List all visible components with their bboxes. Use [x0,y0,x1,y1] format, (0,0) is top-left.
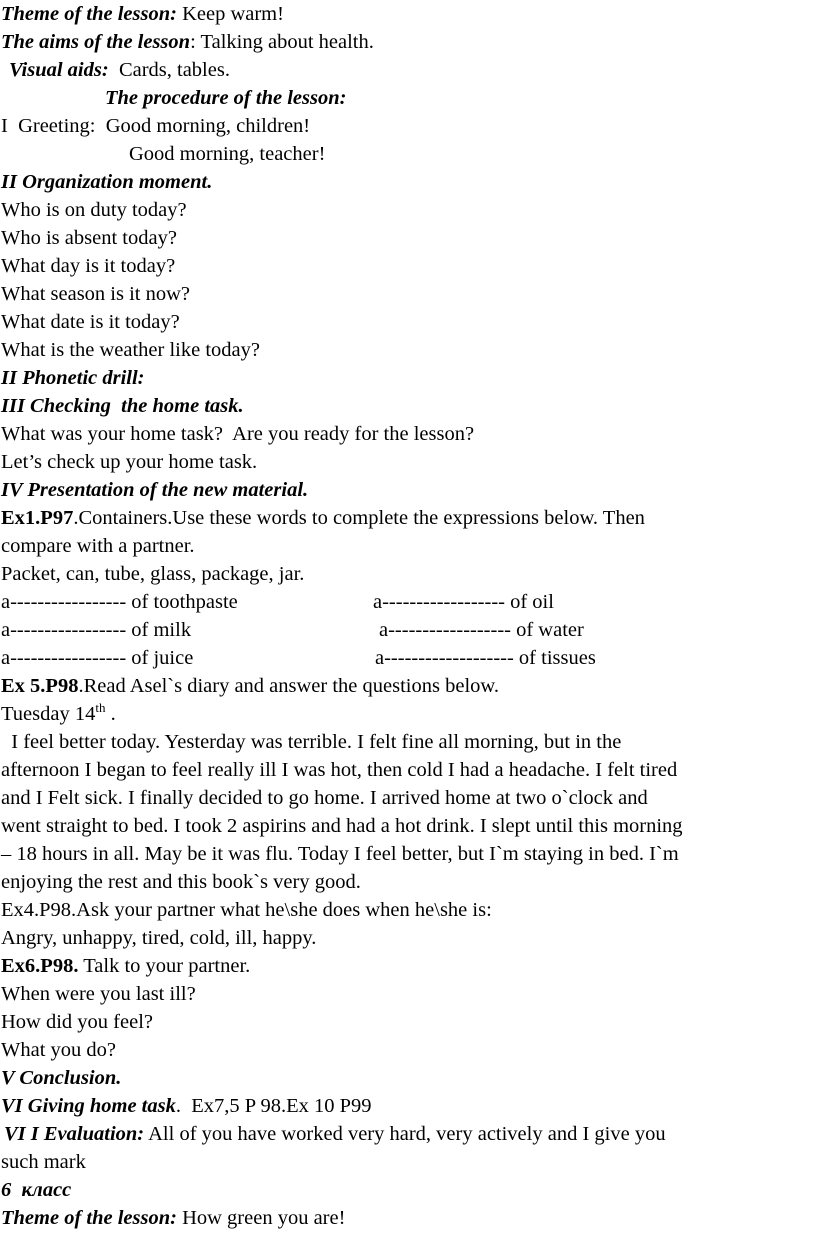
exercise-row [1,644,816,672]
ex5-line [1,672,816,700]
ex6-label: Ex6.P98. [1,955,79,977]
evaluation-text: All of you have worked very hard, very actively and I give you [144,1123,666,1145]
theme-label: Theme of the lesson: [1,3,177,25]
checking-line-2: Let’s check up your home task. [1,451,258,473]
home-task-label: VI Giving home task [1,1095,176,1117]
greeting-reply: Good morning, teacher! [129,143,326,165]
aids-value: Cards, tables. [108,59,230,81]
next-theme-line [1,1204,816,1232]
diary-line: and I Felt sick. I finally decided to go home. I arrived home at two o`clock and [1,787,648,809]
ex1-text: .Containers.Use these words to complete the expressions below. Then [73,507,645,529]
aims-line [1,28,816,56]
diary-line: I feel better today. Yesterday was terrible. I felt fine all morning, but in the [1,731,622,753]
diary-line: went straight to bed. I took 2 aspirins and had a hot drink. I slept until this morning [1,815,683,837]
ex1-label: Ex1.P97 [1,507,74,529]
diary-date-suffix: . [105,703,116,725]
ex1-line [1,504,816,532]
presentation-title: IV Presentation of the new material. [1,479,309,501]
next-theme-label: Theme of the lesson: [1,1207,177,1229]
evaluation-line [1,1120,816,1148]
visual-aids-line [1,56,816,84]
ex5-text: .Read Asel`s diary and answer the questions below. [78,675,499,697]
ex1-words: Packet, can, tube, glass, package, jar. [1,563,305,585]
diary-date-prefix: Tuesday 14 [1,703,96,725]
exercise-right: a------------------ of water [379,619,584,641]
org-question: Who is on duty today? [1,199,187,221]
ex6-question: How did you feel? [1,1011,153,1033]
evaluation-label: VI I Evaluation: [4,1123,145,1145]
org-question: What is the weather like today? [1,339,260,361]
aims-value: : Talking about health. [190,31,374,53]
exercise-left: a----------------- of juice [1,647,194,669]
grade-label: 6 класс [1,1179,72,1201]
home-task-line [1,1092,816,1120]
org-question: What day is it today? [1,255,176,277]
checking-line-1: What was your home task? Are you ready for the lesson? [1,423,475,445]
ex6-text: Talk to your partner. [78,955,251,977]
aims-label: The aims of the lesson [1,31,191,53]
ex6-question: When were you last ill? [1,983,196,1005]
diary-line: enjoying the rest and this book`s very good. [1,871,361,893]
theme-value: Keep warm! [176,3,284,25]
exercise-left: a----------------- of milk [1,619,192,641]
diary-line: – 18 hours in all. May be it was flu. Today I feel better, but I`m staying in bed. I`m [1,843,679,865]
theme-line [1,0,816,28]
ex1-line-2: compare with a partner. [1,535,195,557]
greeting-line: I Greeting: Good morning, children! [1,115,311,137]
phonetic-title: II Phonetic drill: [1,367,145,389]
ex6-line [1,952,816,980]
exercise-right: a------------------ of oil [373,591,554,613]
ex4-line-1: Ex4.P98.Ask your partner what he\she does when he\she is: [1,899,492,921]
evaluation-line-2: such mark [1,1151,86,1173]
next-theme-value: How green you are! [176,1207,346,1229]
aids-label: Visual aids: [9,59,109,81]
diary-date-sup: th [95,700,106,716]
checking-title: III Checking the home task. [1,395,244,417]
exercise-right: a------------------- of tissues [375,647,596,669]
org-question: Who is absent today? [1,227,177,249]
home-task-text: . Ex7,5 P 98.Ex 10 P99 [175,1095,372,1117]
ex6-question: What you do? [1,1039,116,1061]
diary-line: afternoon I began to feel really ill I was hot, then cold I had a headache. I felt tired [1,759,678,781]
conclusion-title: V Conclusion. [1,1067,122,1089]
org-question: What season is it now? [1,283,191,305]
org-question: What date is it today? [1,311,180,333]
ex5-label: Ex 5.P98 [1,675,79,697]
ex4-line-2: Angry, unhappy, tired, cold, ill, happy. [1,927,317,949]
exercise-left: a----------------- of toothpaste [1,591,238,613]
exercise-row [1,588,816,616]
organization-title: II Organization moment. [1,171,213,193]
exercise-row [1,616,816,644]
diary-date [1,700,816,728]
procedure-title: The procedure of the lesson: [105,87,347,109]
